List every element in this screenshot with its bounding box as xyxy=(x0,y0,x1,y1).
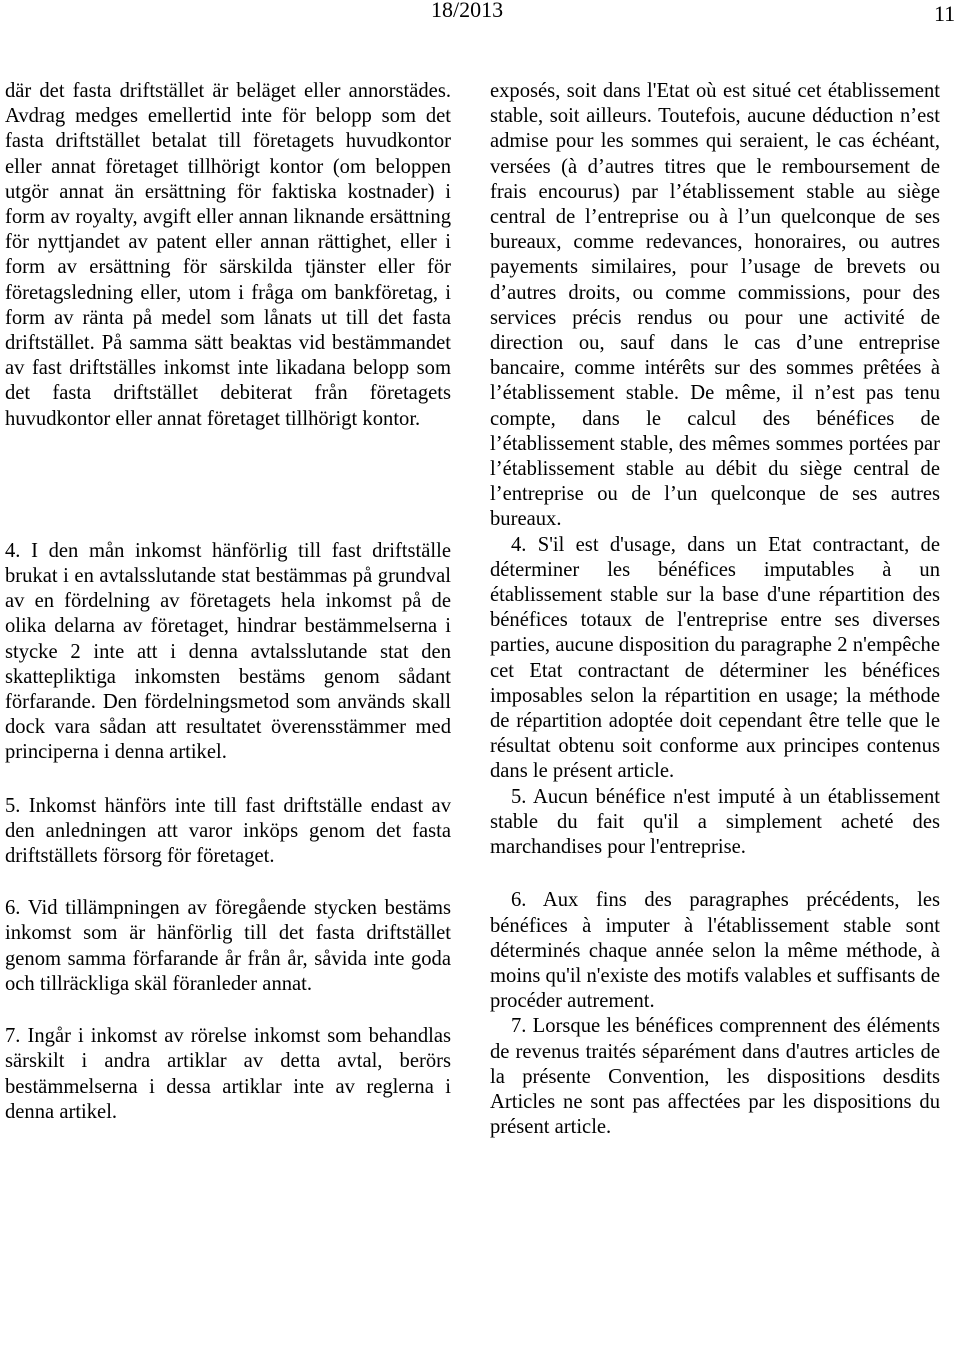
paragraph-6-fr: 6. Aux fins des paragraphes précédents, les bénéfices à imputer à l'établissement stable sont déterminés chaque année selon la même méthode, à moins qu'il n'existe des motifs valables et suffisants de procéder autrement. xyxy=(490,889,940,1013)
paragraph-7-fr: 7. Lorsque les bénéfices comprennent des éléments de revenus traités séparément dans d'autres articles de la présente Convention, les dispositions desdits Articles ne sont pas affectées par les dispositions du présent article. xyxy=(490,1015,940,1139)
paragraph-4-sv: 4. I den mån inkomst hänförlig till fast driftställe brukat i en avtalsslutande stat bestämmas på grundval av en fördelning av företagets hela inkomst på de olika delarna av företaget, hindrar bestämmelserna i stycke 2 inte att i denna avtalsslutande stat den skattepliktiga inkomsten bestäms genom sådant förfarande. Den fördelningsmetod som används skall dock vara sådan att resultatet överensstämmer med principerna i denna artikel. xyxy=(5,539,451,764)
paragraph-continuation-sv: där det fasta driftstället är beläget eller annorstädes. Avdrag medges emellertid inte för belopp som det fasta driftstället betalat till företagets huvudkontor eller annat företaget tillhörigt kontor (om beloppen utgör annat än ersättning för faktiska kostnader) i form av royalty, avgift eller annan liknande ersättning för nyttjandet av patent eller annan rättighet, eller i form av ersättning för särskilda tjänster eller för företagsledning eller, utom i fråga om bankföretag, i form av ränta på medel som lånats ut till det fasta driftstället. På samma sätt beaktas vid bestämmandet av fast driftställes inkomst inte likadana belopp som det fasta driftstället debiterat från företagets huvudkontor eller annat företaget tillhörigt kontor. xyxy=(5,80,451,430)
paragraph-6-sv: 6. Vid tillämpningen av föregående stycken bestäms inkomst som är hänförlig till det fasta driftstället genom samma förfarande år från år, såvida inte goda och tillräckliga skäl föranleder annat. xyxy=(5,897,451,995)
paragraph-5-fr: 5. Aucun bénéfice n'est imputé à un établissement stable du fait qu'il a simplement acheté des marchandises pour l'entreprise. xyxy=(490,785,940,859)
paragraph-5-sv: 5. Inkomst hänförs inte till fast driftställe endast av den anledningen att varor inköps genom det fasta driftställets försorg för företaget. xyxy=(5,794,451,868)
page-header xyxy=(0,0,960,30)
paragraph-4-fr: 4. S'il est d'usage, dans un Etat contractant, de déterminer les bénéfices imputables à un établissement stable sur la base d'une répartition des bénéfices totaux de l'entreprise entre ses diverses parties, aucune disposition du paragraphe 2 n'empêche cet Etat contractant de déterminer les bénéfices imposables selon la répartition en usage; la méthode de répartition adoptée doit cependant être telle que le résultat obtenu soit conforme aux principes contenus dans le présent article. xyxy=(490,533,940,783)
page-number: 11 xyxy=(934,1,956,26)
paragraph-continuation-fr: exposés, soit dans l'Etat où est situé cet établissement stable, soit ailleurs. Toutefois, aucune déduction n’est admise pour les sommes qui seraient, le cas échéant, versées (à d’autres titres que le remboursement de frais encourus) par l’établissement stable au siège central de l’entreprise ou à l’un quelconque de ses bureaux, comme redevances, honoraires, ou autres payements similaires, pour l’usage de brevets ou d’autres droits, ou comme commissions, pour des services précis rendus ou pour une activité de direction ou, sauf dans le cas d’une entreprise bancaire, comme intérêts sur des sommes prêtées à l’établissement stable. De même, il n’est pas tenu compte, dans le calcul des bénéfices de l’établissement stable, des mêmes sommes portées par l’établissement stable au débit du siège central de l’entreprise ou de l’un quelconque de ses autres bureaux. xyxy=(490,80,940,531)
document-reference: 18/2013 xyxy=(431,0,504,22)
french-text-column xyxy=(490,79,940,1140)
paragraph-7-sv: 7. Ingår i inkomst av rörelse inkomst som behandlas särskilt i andra artiklar av detta avtal, berörs bestämmelserna i dessa artiklar inte av reglerna i denna artikel. xyxy=(5,1025,451,1123)
swedish-text-column xyxy=(5,79,451,1125)
